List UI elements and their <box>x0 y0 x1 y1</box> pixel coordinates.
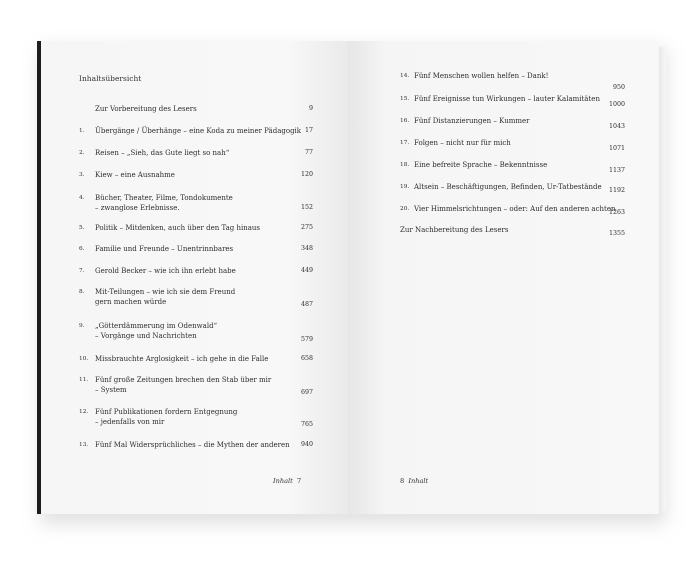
toc-entry-title: Fünf große Zeitungen brechen den Stab über mir – System <box>95 376 272 394</box>
page-footer <box>400 477 428 485</box>
toc-entry-number: 12. <box>79 409 89 415</box>
toc-entry-title: Zur Nachbereitung des Lesers <box>400 226 509 234</box>
toc-entry-page: 950 <box>612 84 625 91</box>
toc-entry-number: 3. <box>79 172 85 178</box>
toc-entry-number: 6. <box>79 246 85 252</box>
toc-entry-page: 1043 <box>608 123 625 130</box>
toc-entry-number: 16. <box>400 118 410 124</box>
page-footer <box>273 477 301 485</box>
toc-entry-number: 19. <box>400 184 410 190</box>
toc-entry-number: 17. <box>400 140 410 146</box>
toc-entry-number: 8. <box>79 289 85 295</box>
toc-entry-number: 7. <box>79 268 85 274</box>
toc-entry-page: 17 <box>304 127 313 134</box>
toc-entry-title: Altsein – Beschäftigungen, Befinden, Ur-Tatbestände <box>414 183 602 191</box>
toc-entry-number: 5. <box>79 225 85 231</box>
toc-entry-page: 1355 <box>608 230 625 237</box>
toc-entry-title: Politik – Mitdenken, auch über den Tag hinaus <box>95 224 260 232</box>
toc-entry-title: Mit-Teilungen – wie ich sie dem Freund gern machen würde <box>95 288 236 306</box>
toc-entry-page: 940 <box>300 441 313 448</box>
toc-entry-page: 9 <box>308 105 313 112</box>
toc-entry-number: 10. <box>79 356 89 362</box>
toc-entry-number: 15. <box>400 96 410 102</box>
toc-entry-page: 77 <box>304 149 313 156</box>
toc-entry-title: Fünf Publikationen fordern Entgegnung – jedenfalls von mir <box>95 408 238 426</box>
toc-entry-number: 1. <box>79 128 85 134</box>
toc-entry-title: Zur Vorbereitung des Lesers <box>95 105 197 113</box>
toc-entry-page: 1071 <box>608 145 625 152</box>
page-number: 7 <box>297 477 302 485</box>
toc-entry-number: 14. <box>400 73 410 79</box>
toc-entry-title: „Götterdämmerung im Odenwald“ – Vorgänge und Nachrichten <box>95 322 218 340</box>
toc-entry-number: 13. <box>79 442 89 448</box>
toc-entry-number: 4. <box>79 195 85 201</box>
toc-entry-page: 487 <box>300 301 313 308</box>
toc-entry-page: 765 <box>300 421 313 428</box>
toc-entry-title: Gerold Becker – wie ich ihn erlebt habe <box>95 267 236 275</box>
toc-entry-page: 697 <box>300 389 313 396</box>
toc-entry-page: 1192 <box>608 187 625 194</box>
toc-entry-title: Missbrauchte Arglosigkeit – ich gehe in die Falle <box>95 355 269 363</box>
toc-entry-page: 120 <box>300 171 313 178</box>
toc-entry-title: Vier Himmelsrichtungen – oder: Auf den anderen achten <box>414 205 616 213</box>
toc-entry-page: 348 <box>300 245 313 252</box>
toc-entry-title: Kiew – eine Ausnahme <box>95 171 175 179</box>
left-page <box>37 41 348 514</box>
toc-entry-number: 11. <box>79 377 89 383</box>
toc-entry-number: 20. <box>400 206 410 212</box>
toc-entry-title: Bücher, Theater, Filme, Tondokumente – zwanglose Erlebnisse. <box>95 194 233 212</box>
right-page <box>348 41 659 514</box>
toc-entry-title: Reisen – „Sieh, das Gute liegt so nah“ <box>95 149 230 157</box>
footer-label: Inhalt <box>408 477 429 485</box>
toc-entry-page: 1137 <box>608 167 625 174</box>
toc-heading: Inhaltsübersicht <box>79 74 142 83</box>
toc-entry-page: 658 <box>300 355 313 362</box>
toc-entry-page: 1263 <box>608 209 625 216</box>
toc-entry-title: Fünf Distanzierungen – Kummer <box>414 117 530 125</box>
toc-entry-title: Folgen – nicht nur für mich <box>414 139 511 147</box>
toc-entry-page: 449 <box>300 267 313 274</box>
toc-entry-title: Eine befreite Sprache – Bekenntnisse <box>414 161 548 169</box>
toc-entry-number: 2. <box>79 150 85 156</box>
toc-entry-title: Übergänge / Überhänge – eine Koda zu meiner Pädagogik <box>95 127 302 135</box>
page-number: 8 <box>400 477 405 485</box>
toc-entry-title: Fünf Ereignisse tun Wirkungen – lauter Kalamitäten <box>414 95 600 103</box>
toc-entry-title: Fünf Menschen wollen helfen – Dank! <box>414 72 549 80</box>
footer-label: Inhalt <box>273 477 293 485</box>
toc-entry-page: 275 <box>300 224 313 231</box>
toc-entry-title: Familie und Freunde – Unentrinnbares <box>95 245 234 253</box>
toc-entry-page: 152 <box>300 204 313 211</box>
toc-entry-title: Fünf Mal Widersprüchliches – die Mythen der anderen <box>95 441 290 449</box>
toc-entry-page: 1000 <box>608 101 625 108</box>
toc-entry-number: 18. <box>400 162 410 168</box>
toc-entry-number: 9. <box>79 323 85 329</box>
toc-entry-page: 579 <box>300 336 313 343</box>
